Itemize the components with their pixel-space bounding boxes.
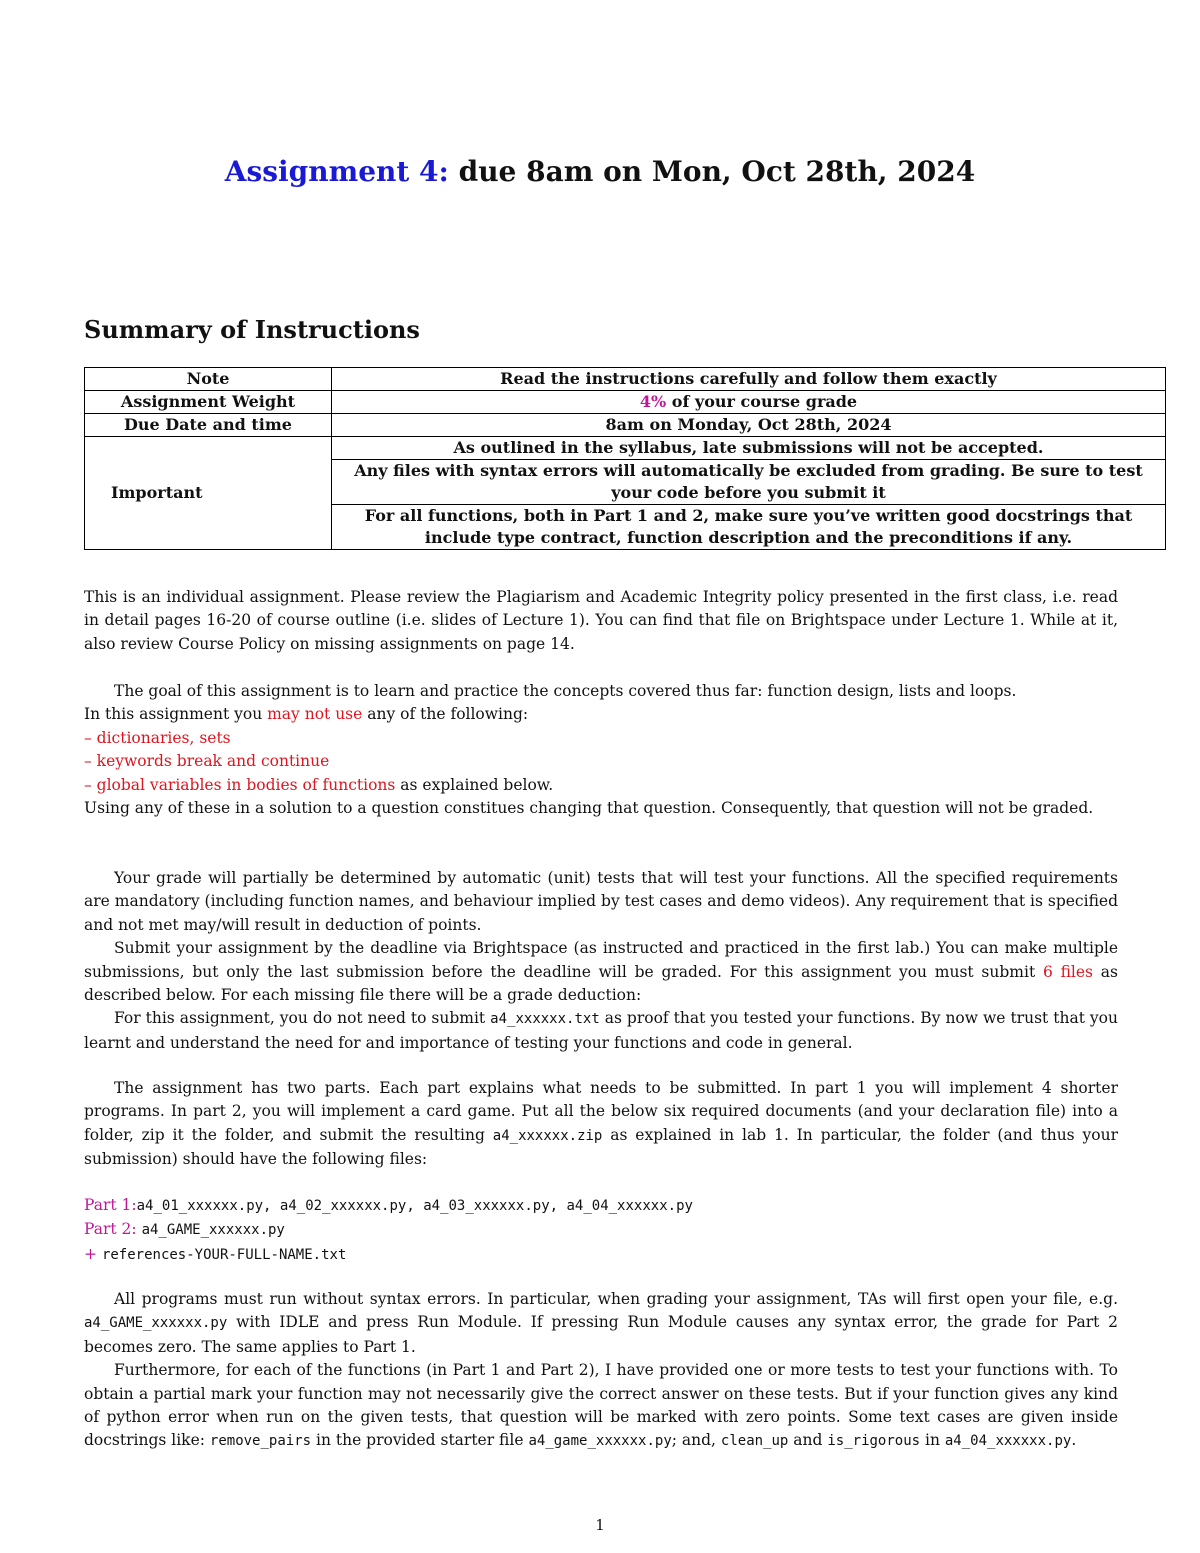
grading-paragraph: Your grade will partially be determined by automatic (unit) tests that will test your functions. All the specified requirements are mandatory (including function names, and behaviour implied by test cases and demo videos). Any requirement that is specified and not met may/will result in deduction of points. — [84, 869, 1118, 934]
restriction-item-keywords: – keywords break and continue — [84, 752, 330, 771]
tests-end: . — [1071, 1431, 1077, 1450]
part1-files-line — [84, 1194, 1118, 1218]
assignment-title — [0, 155, 1200, 188]
syntax-pre: All programs must run without syntax errors. In particular, when grading your assignment, TAs will first open your file, e.g. — [114, 1290, 1118, 1308]
tests-mid2: ; and, — [671, 1431, 721, 1450]
important-late: As outlined in the syllabus, late submissions will not be accepted. — [332, 437, 1166, 460]
testing-paragraph — [84, 1007, 1118, 1055]
note-value: Read the instructions carefully and follow them exactly — [332, 368, 1166, 391]
plus-sign: + — [84, 1244, 97, 1263]
submit-post: as described below. For each missing file there will be a grade deduction: — [84, 962, 1118, 1005]
parts-section — [84, 1077, 1118, 1172]
game-filename: a4_GAME_xxxxxx.py — [84, 1315, 228, 1332]
table-row — [85, 414, 1166, 437]
restriction-intro — [84, 703, 1118, 726]
parts-paragraph — [84, 1077, 1118, 1172]
due-value: 8am on Monday, Oct 28th, 2024 — [332, 414, 1166, 437]
starter-filename: a4_game_xxxxxx.py — [528, 1433, 672, 1450]
important-docstrings: For all functions, both in Part 1 and 2, make sure you’ve written good docstrings that include type contract, function description and the preconditions if any. — [332, 505, 1166, 550]
table-row — [85, 368, 1166, 391]
tests-mid1: in the provided starter file — [311, 1431, 529, 1450]
restriction-globals-post: as explained below. — [395, 775, 554, 794]
note-label: Note — [85, 368, 332, 391]
syntax-post: with IDLE and press Run Module. If pressing Run Module causes any syntax error, the grade for Part 2 becomes zero. The same applies to Part 1. — [84, 1313, 1118, 1356]
file-count: 6 files — [1042, 962, 1094, 981]
part2-filename: a4_GAME_xxxxxx.py — [141, 1222, 285, 1239]
assignment-label: Assignment 4: — [224, 155, 449, 188]
tests-mid3: and — [788, 1431, 828, 1450]
part1-label: Part 1: — [84, 1196, 137, 1214]
tests-paragraph — [84, 1359, 1118, 1454]
testing-pre: For this assignment, you do not need to submit — [114, 1009, 491, 1028]
consequence-text: Using any of these in a solution to a question constitues changing that question. Consequently, that question will not be graded. — [84, 799, 1094, 818]
is-rigorous-code: is_rigorous — [827, 1433, 921, 1450]
restriction-globals-text: – global variables in bodies of functions — [84, 775, 396, 794]
references-filename: references-YOUR-FULL-NAME.txt — [101, 1246, 347, 1263]
tests-pre: Furthermore, for each of the functions (in Part 1 and Part 2), I have provided one or more tests to test your functions with. To obtain a partial mark your function may not necessarily give the correct answer on these tests. But if your function gives any kind of python error when run on the given tests, that question will be marked with zero points. Some text cases are given inside docstrings like: — [84, 1361, 1118, 1450]
references-line — [84, 1243, 1118, 1267]
parts-post: as explained in lab 1. In particular, the folder (and thus your submission) should have the following files: — [84, 1125, 1118, 1169]
part1-filenames: a4_01_xxxxxx.py, a4_02_xxxxxx.py, a4_03_xxxxxx.py, a4_04_xxxxxx.py — [136, 1198, 693, 1214]
weight-percent: 4% — [639, 392, 667, 411]
clean-up-code: clean_up — [720, 1433, 789, 1450]
grading-section — [84, 867, 1118, 1055]
part2-files-line — [84, 1218, 1118, 1242]
restriction-may-not-use: may not use — [267, 705, 363, 724]
individual-text: This is an individual assignment. Please review the Plagiarism and Academic Integrity policy presented in the first class, i.e. read in detail pages 16-20 of course outline (i.e. slides of Lecture 1). You can find that file on Brightspace under Lecture 1. While at it, also review Course Policy on missing assignments on page 14. — [84, 588, 1118, 653]
txt-filename: a4_xxxxxx.txt — [490, 1011, 600, 1028]
remove-pairs-code: remove_pairs — [209, 1433, 312, 1450]
submit-pre: Submit your assignment by the deadline via Brightspace (as instructed and practiced in the first lab.) You can make multiple submissions, but only the last submission before the deadline will be graded. For this assignment you must submit — [84, 939, 1118, 981]
restriction-post: any of the following: — [362, 705, 529, 724]
summary-table — [84, 367, 1166, 550]
important-label: Important — [85, 437, 332, 550]
parts-pre: The assignment has two parts. Each part explains what needs to be submitted. In part 1 you will implement 4 shorter programs. In part 2, you will implement a card game. Put all the below six required documents (and your declaration file) into a folder, zip it the folder, and submit the resulting — [84, 1079, 1118, 1144]
weight-value — [332, 391, 1166, 414]
files-list — [84, 1194, 1118, 1267]
syntax-paragraph — [84, 1288, 1118, 1359]
goal-line: The goal of this assignment is to learn and practice the concepts covered thus far: function design, lists and loops. — [114, 682, 1017, 700]
weight-rest: of your course grade — [671, 392, 858, 411]
due-text: due 8am on Mon, Oct 28th, 2024 — [458, 155, 976, 188]
requirements-section — [84, 1288, 1118, 1454]
section-heading: Summary of Instructions — [84, 315, 420, 344]
goal-section — [84, 680, 1118, 820]
part2-label: Part 2: — [84, 1220, 137, 1239]
important-syntax: Any files with syntax errors will automatically be excluded from grading. Be sure to test your code before you submit it — [332, 460, 1166, 505]
restriction-item-dictionaries: – dictionaries, sets — [84, 728, 231, 747]
page-number: 1 — [595, 1516, 605, 1534]
submit-paragraph — [84, 937, 1118, 1007]
restriction-item-globals — [84, 774, 1118, 797]
table-row — [85, 391, 1166, 414]
weight-label: Assignment Weight — [85, 391, 332, 414]
part4-filename: a4_04_xxxxxx.py — [944, 1433, 1072, 1450]
table-row — [85, 437, 1166, 460]
individual-paragraph — [84, 586, 1118, 656]
testing-post: as proof that you tested your functions. By now we trust that you learnt and understand the need for and importance of testing your functions and code in general. — [84, 1009, 1118, 1052]
zip-filename: a4_xxxxxx.zip — [492, 1127, 603, 1144]
restriction-pre: In this assignment you — [84, 705, 268, 724]
due-label: Due Date and time — [85, 414, 332, 437]
tests-mid4: in — [920, 1431, 945, 1450]
